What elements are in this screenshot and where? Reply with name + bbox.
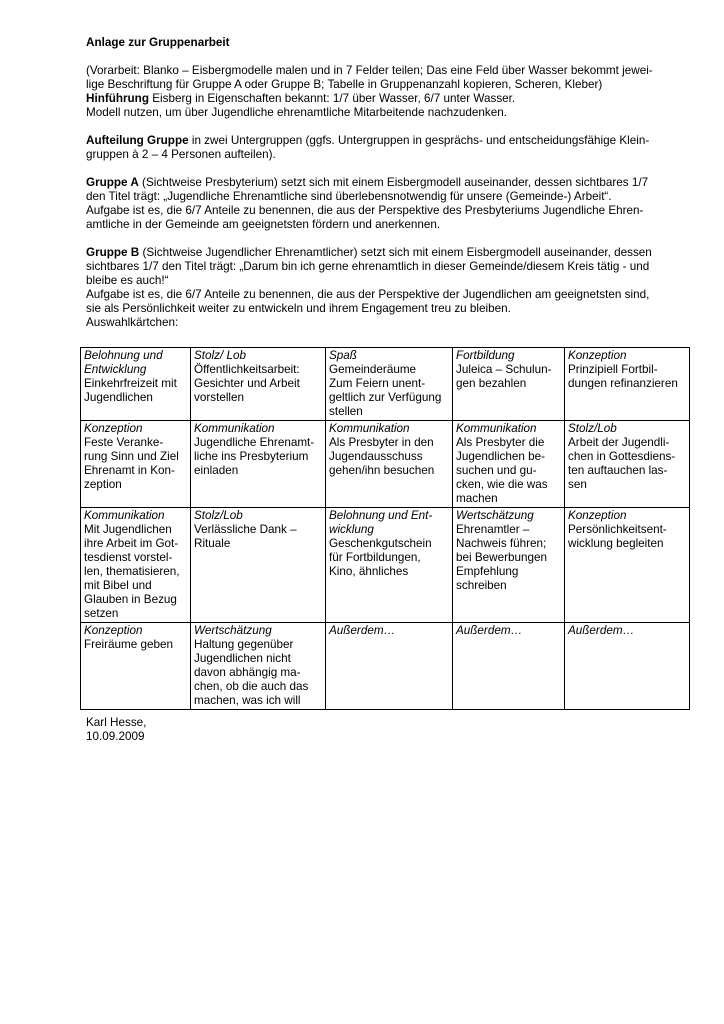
intro-line-4: Modell nutzen, um über Jugendliche ehrenamtliche Mitarbeitende nachzudenken. <box>86 106 508 119</box>
card-cell <box>565 348 690 421</box>
table-row <box>81 623 690 710</box>
card-text: geltlich zur Verfügung <box>329 391 442 404</box>
card-text: Gemeinderäume <box>329 363 417 376</box>
card-text: gen bezahlen <box>456 377 527 390</box>
card-category: Wertschätzung <box>194 624 272 637</box>
auswahl-label: Auswahlkärtchen: <box>86 316 179 329</box>
card-text: Arbeit der Jugendli- <box>568 436 670 449</box>
card-text: schreiben <box>456 579 507 592</box>
card-category: Spaß <box>329 349 357 362</box>
card-category: Belohnung und <box>84 349 163 362</box>
gruppe-a-line-1: (Sichtweise Presbyterium) setzt sich mit einem Eisbergmodell auseinander, dessen sichtbares 1/7 <box>138 176 649 189</box>
hinfuehrung-text: Eisberg in Eigenschaften bekannt: 1/7 über Wasser, 6/7 unter Wasser. <box>148 92 516 105</box>
card-category: Fortbildung <box>456 349 515 362</box>
card-text: davon abhängig ma- <box>194 666 301 679</box>
card-cell <box>565 421 690 508</box>
table-row <box>81 508 690 623</box>
card-text: Zum Feiern unent- <box>329 377 426 390</box>
gruppe-a-paragraph <box>86 176 692 232</box>
card-text: Gesichter und Arbeit <box>194 377 300 390</box>
card-cell <box>326 421 453 508</box>
card-text: Freiräume geben <box>84 638 174 651</box>
card-category: Stolz/Lob <box>194 509 243 522</box>
card-text: machen <box>456 492 498 505</box>
card-text: Feste Veranke- <box>84 436 164 449</box>
card-cell <box>565 508 690 623</box>
card-category: Kommunikation <box>194 422 275 435</box>
aufteilung-line-2: gruppen à 2 – 4 Personen aufteilen). <box>86 148 276 161</box>
card-text: Als Presbyter die <box>456 436 545 449</box>
card-text: Jugendlichen <box>84 391 153 404</box>
gruppe-b-label: Gruppe B <box>86 246 140 259</box>
card-category: Konzeption <box>568 349 627 362</box>
card-text: chen in Gottesdiens- <box>568 450 676 463</box>
gruppe-b-line-4: Aufgabe ist es, die 6/7 Anteile zu benennen, die aus der Perspektive der Jugendlichen am geeignetsten sind, <box>86 288 650 301</box>
card-category: Wertschätzung <box>456 509 534 522</box>
card-text: setzen <box>84 607 119 620</box>
card-cell <box>326 623 453 710</box>
document-body <box>86 36 692 330</box>
document-heading: Anlage zur Gruppenarbeit <box>86 36 230 49</box>
card-category: Konzeption <box>84 422 143 435</box>
card-text: vorstellen <box>194 391 245 404</box>
card-category: wicklung <box>329 523 374 536</box>
card-cell <box>565 623 690 710</box>
card-category: Außerdem… <box>329 624 396 637</box>
card-text: stellen <box>329 405 363 418</box>
card-text: cken, wie die was <box>456 478 548 491</box>
card-text: liche ins Presbyterium <box>194 450 309 463</box>
gruppe-a-line-3: Aufgabe ist es, die 6/7 Anteile zu benennen, die aus der Perspektive des Presbyteriums Jugendliche Ehren- <box>86 204 644 217</box>
card-cell <box>453 623 565 710</box>
card-text: tesdienst vorstel- <box>84 551 173 564</box>
card-text: len, thematisieren, <box>84 565 180 578</box>
card-category: Stolz/Lob <box>568 422 617 435</box>
card-text: Als Presbyter in den <box>329 436 434 449</box>
card-text: Jugendliche Ehrenamt- <box>194 436 315 449</box>
card-text: Haltung gegenüber <box>194 638 294 651</box>
signature-date: 10.09.2009 <box>86 730 145 743</box>
card-category: Kommunikation <box>456 422 537 435</box>
hinfuehrung-label: Hinführung <box>86 92 149 105</box>
card-cell <box>81 508 191 623</box>
card-text: Juleica – Schulun- <box>456 363 552 376</box>
card-cell <box>326 348 453 421</box>
card-text: Ehrenamtler – <box>456 523 530 536</box>
gruppe-b-paragraph <box>86 246 692 330</box>
card-text: Glauben in Bezug <box>84 593 177 606</box>
card-text: suchen und gu- <box>456 464 537 477</box>
card-text: ihre Arbeit im Got- <box>84 537 179 550</box>
card-cell <box>81 348 191 421</box>
card-text: Jugendlichen be- <box>456 450 546 463</box>
card-text: einladen <box>194 464 239 477</box>
card-text: Ehrenamt in Kon- <box>84 464 175 477</box>
card-category: Entwicklung <box>84 363 147 376</box>
aufteilung-line-1: in zwei Untergruppen (ggfs. Untergruppen in gesprächs- und entscheidungsfähige Klein- <box>188 134 650 147</box>
card-text: Verlässliche Dank – <box>194 523 297 536</box>
card-text: Kino, ähnliches <box>329 565 409 578</box>
card-text: Prinzipiell Fortbil- <box>568 363 658 376</box>
card-text: Einkehrfreizeit mit <box>84 377 177 390</box>
card-text: mit Bibel und <box>84 579 152 592</box>
card-cell <box>326 508 453 623</box>
card-text: Mit Jugendlichen <box>84 523 172 536</box>
card-cell <box>191 348 326 421</box>
card-text: Persönlichkeitsent- <box>568 523 667 536</box>
intro-paragraph <box>86 64 692 120</box>
gruppe-a-label: Gruppe A <box>86 176 139 189</box>
card-text: dungen refinanzieren <box>568 377 678 390</box>
card-text: machen, was ich will <box>194 694 301 707</box>
card-text: für Fortbildungen, <box>329 551 421 564</box>
gruppe-b-line-1: (Sichtweise Jugendlicher Ehrenamtlicher) setzt sich mit einem Eisbergmodell auseinander, dessen <box>139 246 652 259</box>
card-text: rung Sinn und Ziel <box>84 450 179 463</box>
card-category: Stolz/ Lob <box>194 349 246 362</box>
gruppe-a-line-4: amtliche in der Gemeinde am geeignetsten fördern und anerkennen. <box>86 218 441 231</box>
card-category: Belohnung und Ent- <box>329 509 433 522</box>
card-category: Konzeption <box>568 509 627 522</box>
card-text: sen <box>568 478 587 491</box>
gruppe-b-line-3: bleibe es auch!“ <box>86 274 169 287</box>
card-text: gehen/ihn besuchen <box>329 464 435 477</box>
card-text: Nachweis führen; <box>456 537 547 550</box>
card-text: ten auftauchen las- <box>568 464 668 477</box>
card-text: chen, ob die auch das <box>194 680 309 693</box>
gruppe-b-line-5: sie als Persönlichkeit weiter zu entwickeln und ihrem Engagement treu zu bleiben. <box>86 302 511 315</box>
card-cell <box>453 421 565 508</box>
card-cell <box>191 421 326 508</box>
card-text: zeption <box>84 478 122 491</box>
gruppe-b-line-2: sichtbares 1/7 den Titel trägt: „Darum bin ich gerne ehrenamtlich in dieser Gemeinde/diesem Kreis tätig - und <box>86 260 650 273</box>
card-cell <box>81 421 191 508</box>
card-text: Öffentlichkeitsarbeit: <box>194 363 300 376</box>
intro-line-2: lige Beschriftung für Gruppe A oder Gruppe B; Tabelle in Gruppenanzahl kopieren, Scheren, Kleber) <box>86 78 603 91</box>
gruppe-a-line-2: den Titel trägt: „Jugendliche Ehrenamtliche sind überlebensnotwendig für unsere (Gemeinde-) Arbeit“. <box>86 190 612 203</box>
card-text: Jugendlichen nicht <box>194 652 291 665</box>
aufteilung-label: Aufteilung Gruppe <box>86 134 189 147</box>
selection-cards-table <box>80 347 690 710</box>
intro-line-1: (Vorarbeit: Blanko – Eisbergmodelle malen und in 7 Felder teilen; Das eine Feld über Wasser bekommt jewei- <box>86 64 653 77</box>
table-row <box>81 348 690 421</box>
card-cell <box>81 623 191 710</box>
card-text: wicklung begleiten <box>568 537 664 550</box>
card-text: Empfehlung <box>456 565 519 578</box>
table-row <box>81 421 690 508</box>
card-text: Geschenkgutschein <box>329 537 432 550</box>
card-category: Außerdem… <box>456 624 523 637</box>
aufteilung-paragraph <box>86 134 692 162</box>
card-category: Kommunikation <box>84 509 165 522</box>
signature <box>86 716 146 744</box>
card-text: bei Bewerbungen <box>456 551 547 564</box>
card-text: Rituale <box>194 537 231 550</box>
card-category: Außerdem… <box>568 624 635 637</box>
card-cell <box>453 508 565 623</box>
card-cell <box>191 623 326 710</box>
card-cell <box>453 348 565 421</box>
card-text: Jugendausschuss <box>329 450 423 463</box>
card-cell <box>191 508 326 623</box>
card-category: Konzeption <box>84 624 143 637</box>
signature-name: Karl Hesse, <box>86 716 147 729</box>
card-category: Kommunikation <box>329 422 410 435</box>
